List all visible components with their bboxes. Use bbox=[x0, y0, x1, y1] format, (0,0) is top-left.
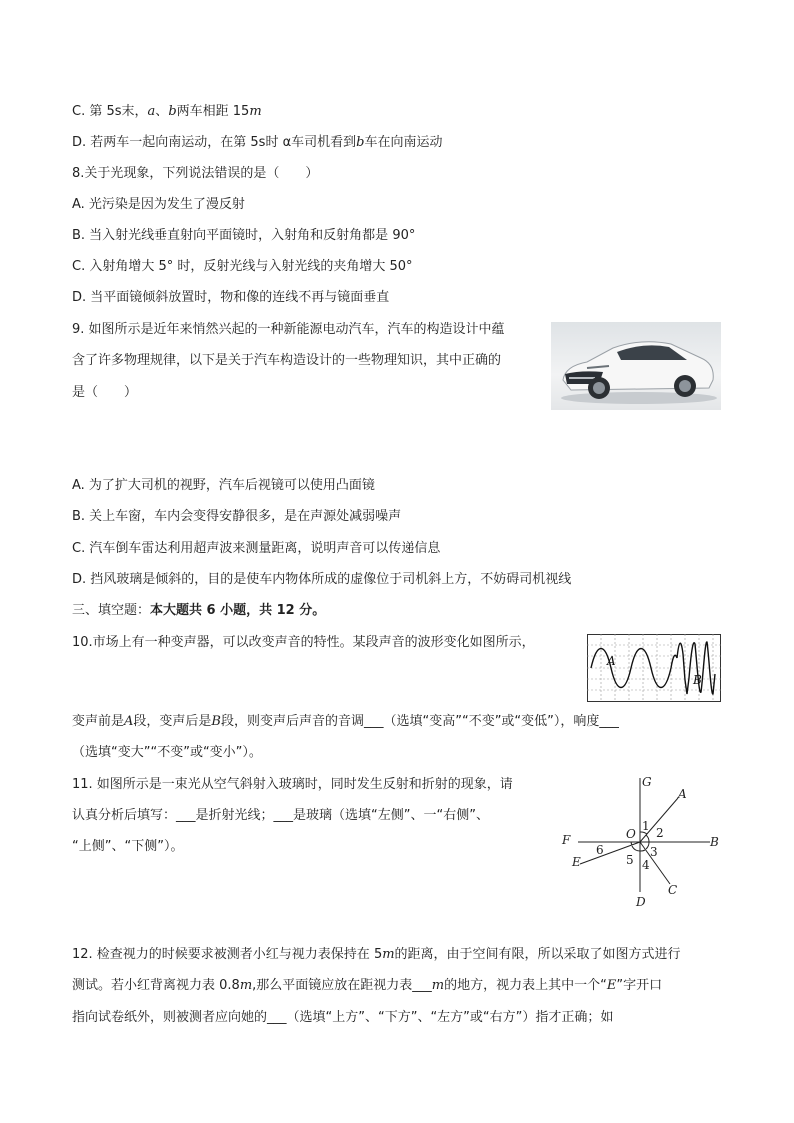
q8-option-c: C. 入射角增大 5° 时，反射光线与入射光线的夹角增大 50° bbox=[72, 259, 413, 274]
q12-line3: 指向试卷纸外，则被测者应向她的___（选填“上方”、“下方”、“左方”或“右方”）指才正确；如 bbox=[72, 1010, 614, 1025]
label-c: C bbox=[668, 883, 678, 897]
wave-label-a: A bbox=[607, 654, 616, 668]
waveform-figure bbox=[587, 634, 721, 702]
q8-option-d: D. 当平面镜倾斜放置时，物和像的连线不再与镜面垂直 bbox=[72, 290, 390, 305]
q9-option-b: B. 关上车窗，车内会变得安静很多，是在声源处减弱噪声 bbox=[72, 509, 402, 524]
q12-line1: 12. 检查视力的时候要求被测者小红与视力表保持在 5m的距离，由于空间有限，所以采取了如图方式进行 bbox=[72, 947, 681, 962]
angle-1: 1 bbox=[642, 819, 650, 833]
label-g: G bbox=[642, 775, 652, 789]
q10-line1: 10.市场上有一种变声器，可以改变声音的特性。某段声音的波形变化如图所示， bbox=[72, 635, 535, 650]
q9-stem-line3: 是（ ） bbox=[72, 385, 138, 400]
q9-option-d: D. 挡风玻璃是倾斜的，目的是使车内物体所成的虚像位于司机斜上方，不妨碍司机视线 bbox=[72, 572, 572, 587]
label-o: O bbox=[626, 827, 636, 841]
q9-option-c: C. 汽车倒车雷达利用超声波来测量距离，说明声音可以传递信息 bbox=[72, 541, 441, 556]
q9-stem-line2: 含了许多物理规律，以下是关于汽车构造设计的一些物理知识，其中正确的 bbox=[72, 353, 502, 368]
angle-3: 3 bbox=[650, 845, 658, 859]
car-illustration bbox=[551, 322, 721, 410]
angle-4: 4 bbox=[642, 858, 650, 872]
label-b: B bbox=[710, 835, 719, 849]
q8-option-b: B. 当入射光线垂直射向平面镜时，入射角和反射角都是 90° bbox=[72, 228, 416, 243]
angle-6: 6 bbox=[596, 843, 604, 857]
q12-line2: 测试。若小红背离视力表 0.8m,那么平面镜应放在距视力表___m的地方，视力表上其中一个“E”字开口 bbox=[72, 978, 663, 993]
label-d: D bbox=[636, 895, 646, 908]
wave-label-b: B bbox=[693, 673, 702, 687]
angle-2: 2 bbox=[656, 826, 664, 840]
q11-line3: “上侧”、“下侧”）。 bbox=[72, 839, 184, 854]
angle-5: 5 bbox=[626, 853, 634, 867]
q9-option-a: A. 为了扩大司机的视野，汽车后视镜可以使用凸面镜 bbox=[72, 478, 375, 493]
label-f: F bbox=[562, 833, 571, 847]
q8-stem: 8.关于光现象，下列说法错误的是（ ） bbox=[72, 166, 319, 181]
light-rays-diagram bbox=[560, 772, 730, 908]
section-heading: 三、填空题：本大题共 6 小题，共 12 分。 bbox=[72, 603, 326, 618]
label-a: A bbox=[678, 787, 687, 801]
q7-option-c: C. 第 5s末，a、b两车相距 15m bbox=[72, 104, 262, 119]
q10-line2: 变声前是A段，变声后是B段，则变声后声音的音调___（选填“变高”“不变”或“变低”），响度___ bbox=[72, 714, 619, 729]
q10-line3: （选填“变大”“不变”或“变小”）。 bbox=[72, 745, 262, 760]
q7-option-d: D. 若两车一起向南运动，在第 5s时 α车司机看到b车在向南运动 bbox=[72, 135, 443, 150]
rays-svg bbox=[560, 772, 730, 908]
label-e: E bbox=[572, 855, 581, 869]
waveform-svg bbox=[587, 634, 721, 702]
q11-line2: 认真分析后填写：___是折射光线；___是玻璃（选填“左侧”、一“右侧”、 bbox=[72, 808, 489, 823]
electric-car-image bbox=[551, 322, 721, 410]
q11-line1: 11. 如图所示是一束光从空气斜射入玻璃时，同时发生反射和折射的现象，请 bbox=[72, 777, 513, 792]
q8-option-a: A. 光污染是因为发生了漫反射 bbox=[72, 197, 245, 212]
q9-stem-line1: 9. 如图所示是近年来悄然兴起的一种新能源电动汽车，汽车的构造设计中蕴 bbox=[72, 322, 505, 337]
